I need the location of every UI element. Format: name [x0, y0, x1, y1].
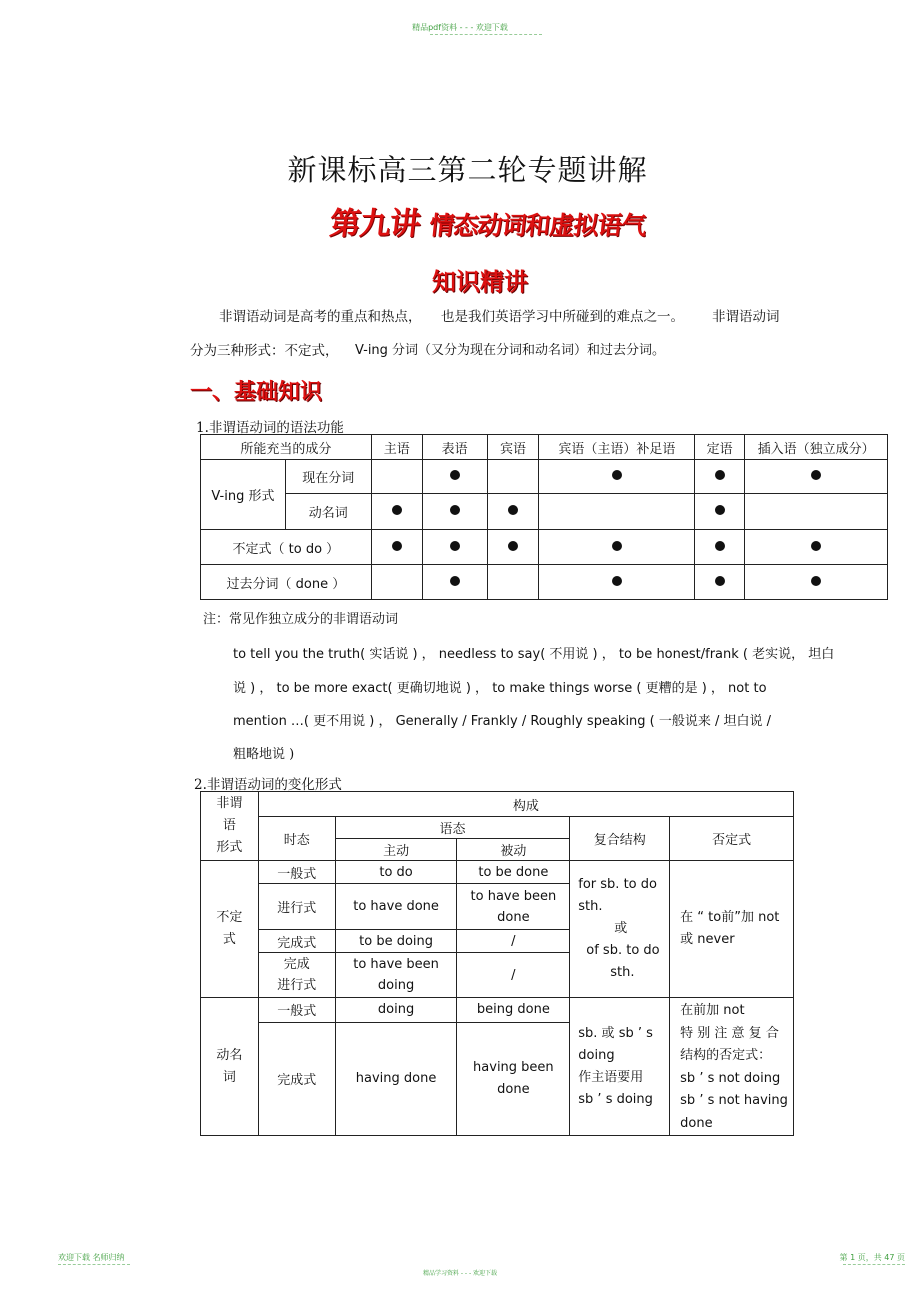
footer-right-divider — [843, 1264, 905, 1265]
composition-header: 构成 — [258, 792, 793, 817]
main-title: 新课标高三第二轮专题讲解 — [287, 153, 648, 187]
gerund-label: 动名 词 — [201, 998, 259, 1136]
section-banner: 知识精讲 — [432, 268, 528, 296]
intro-line2-b: V-ing 分词（又分为现在分词和动名词）和过去分词。 — [355, 343, 666, 358]
header-cell: 主语 — [371, 435, 422, 460]
check-dot-icon — [508, 505, 518, 515]
mark-cell — [745, 530, 888, 565]
mark-cell — [745, 494, 888, 530]
active-cell: to have done — [335, 884, 457, 930]
compound-header: 复合结构 — [570, 817, 670, 861]
mark-cell — [695, 565, 745, 600]
mark-cell — [539, 530, 695, 565]
mark-cell — [422, 530, 487, 565]
note-line-3: mention …( 更不用说 ) ， Generally / Frankly / Roughly speaking ( 一般说来 / 坦白说 / — [233, 714, 772, 729]
active-cell: having done — [335, 1022, 457, 1135]
page-header: 精品pdf资料 - - - 欢迎下载 — [412, 23, 508, 32]
active-cell: to be doing — [335, 930, 457, 953]
active-header: 主动 — [335, 839, 457, 861]
header-cell: 定语 — [695, 435, 745, 460]
mark-cell — [422, 494, 487, 530]
form-header: 非谓 语 形式 — [201, 792, 259, 861]
table2-caption: 2.非谓语动词的变化形式 — [194, 777, 342, 793]
table-row — [201, 494, 888, 530]
check-dot-icon — [811, 470, 821, 480]
gerund-compound: sb. 或 sb ’ s doing 作主语要用 sb ’ s doing — [570, 998, 670, 1136]
tense-cell: 完成式 — [258, 1022, 335, 1135]
tense-cell: 一般式 — [258, 998, 335, 1023]
check-dot-icon — [392, 505, 402, 515]
footer-left-divider — [58, 1264, 130, 1265]
check-dot-icon — [508, 541, 518, 551]
forms-table — [200, 791, 794, 1136]
check-dot-icon — [811, 541, 821, 551]
infinitive-label: 不定 式 — [201, 861, 259, 998]
row-label: 过去分词（ done ） — [201, 565, 372, 600]
mark-cell — [487, 494, 539, 530]
mark-cell — [487, 565, 539, 600]
mark-cell — [539, 494, 695, 530]
header-cell: 插入语（独立成分） — [745, 435, 888, 460]
footer-left: 欢迎下载 名师归纳 — [58, 1253, 125, 1262]
lecture-number: 第九讲 — [327, 206, 422, 242]
passive-cell: having been done — [457, 1022, 570, 1135]
header-cell: 宾语 — [487, 435, 539, 460]
row-label: 不定式（ to do ） — [201, 530, 372, 565]
passive-header: 被动 — [457, 839, 570, 861]
mark-cell — [745, 565, 888, 600]
check-dot-icon — [450, 576, 460, 586]
mark-cell — [371, 565, 422, 600]
mark-cell — [371, 494, 422, 530]
infinitive-compound: for sb. to do sth. 或 of sb. to do sth. — [570, 861, 670, 998]
mark-cell — [745, 460, 888, 494]
gerund-negative: 在前加 not 特 别 注 意 复 合 结构的否定式： sb ’ s not doing sb ’ s not having done — [670, 998, 794, 1136]
check-dot-icon — [715, 541, 725, 551]
mark-cell — [487, 460, 539, 494]
intro-line2-a: 分为三种形式：不定式， — [190, 343, 339, 359]
active-cell: to do — [335, 861, 457, 884]
mark-cell — [371, 460, 422, 494]
passive-cell: to have been done — [457, 884, 570, 930]
mark-cell — [695, 530, 745, 565]
intro-line1-c: 非谓语动词 — [712, 309, 780, 325]
intro-line1-b: 也是我们英语学习中所碰到的难点之一。 — [441, 309, 684, 325]
row-label: 动名词 — [285, 494, 371, 530]
tense-header: 时态 — [258, 817, 335, 861]
check-dot-icon — [811, 576, 821, 586]
check-dot-icon — [450, 470, 460, 480]
check-dot-icon — [612, 470, 622, 480]
check-dot-icon — [450, 505, 460, 515]
active-cell: doing — [335, 998, 457, 1023]
mark-cell — [487, 530, 539, 565]
mark-cell — [371, 530, 422, 565]
negative-header: 否定式 — [670, 817, 794, 861]
ving-label: V-ing 形式 — [201, 460, 286, 530]
table-row — [201, 565, 888, 600]
lecture-topic: 情态动词和虚拟语气 — [427, 211, 648, 240]
passive-cell: / — [457, 953, 570, 998]
mark-cell — [422, 460, 487, 494]
footer-page-number: 第 1 页，共 47 页 — [839, 1253, 905, 1262]
row-label: 现在分词 — [285, 460, 371, 494]
tense-cell: 进行式 — [258, 884, 335, 930]
table1-caption: 1.非谓语动词的语法功能 — [196, 420, 344, 436]
check-dot-icon — [612, 576, 622, 586]
table-row — [201, 530, 888, 565]
passive-cell: being done — [457, 998, 570, 1023]
lecture-title — [328, 198, 649, 243]
voice-header: 语态 — [335, 817, 570, 839]
check-dot-icon — [715, 470, 725, 480]
table-row — [201, 460, 888, 494]
check-dot-icon — [450, 541, 460, 551]
check-dot-icon — [392, 541, 402, 551]
tense-cell: 完成 进行式 — [258, 953, 335, 998]
tense-cell: 一般式 — [258, 861, 335, 884]
mark-cell — [422, 565, 487, 600]
tense-cell: 完成式 — [258, 930, 335, 953]
infinitive-negative: 在 “ to前”加 not 或 never — [670, 861, 794, 998]
passive-cell: / — [457, 930, 570, 953]
check-dot-icon — [715, 505, 725, 515]
note-label: 注：常见作独立成分的非谓语动词 — [203, 612, 399, 627]
check-dot-icon — [715, 576, 725, 586]
footer-center: 精品学习资料 - - - 欢迎下载 — [422, 1270, 498, 1277]
section-heading-basics: 一、基础知识 — [190, 380, 323, 405]
mark-cell — [539, 565, 695, 600]
note-line-1: to tell you the truth( 实话说 ) ， needless to say( 不用说 ) ， to be honest/frank ( 老实说， 坦白 — [233, 647, 835, 662]
header-cell: 表语 — [422, 435, 487, 460]
header-divider — [430, 34, 542, 35]
mark-cell — [539, 460, 695, 494]
header-cell: 所能充当的成分 — [201, 435, 372, 460]
passive-cell: to be done — [457, 861, 570, 884]
note-line-4: 粗略地说 ) — [233, 747, 295, 762]
intro-line1-a: 非谓语动词是高考的重点和热点， — [219, 309, 422, 325]
check-dot-icon — [612, 541, 622, 551]
mark-cell — [695, 460, 745, 494]
note-line-2: 说 ) ， to be more exact( 更确切地说 ) ， to make things worse ( 更糟的是 ) ， not to — [233, 681, 767, 696]
active-cell: to have been doing — [335, 953, 457, 998]
grammar-function-table — [200, 434, 888, 600]
mark-cell — [695, 494, 745, 530]
header-cell: 宾语（主语）补足语 — [539, 435, 695, 460]
